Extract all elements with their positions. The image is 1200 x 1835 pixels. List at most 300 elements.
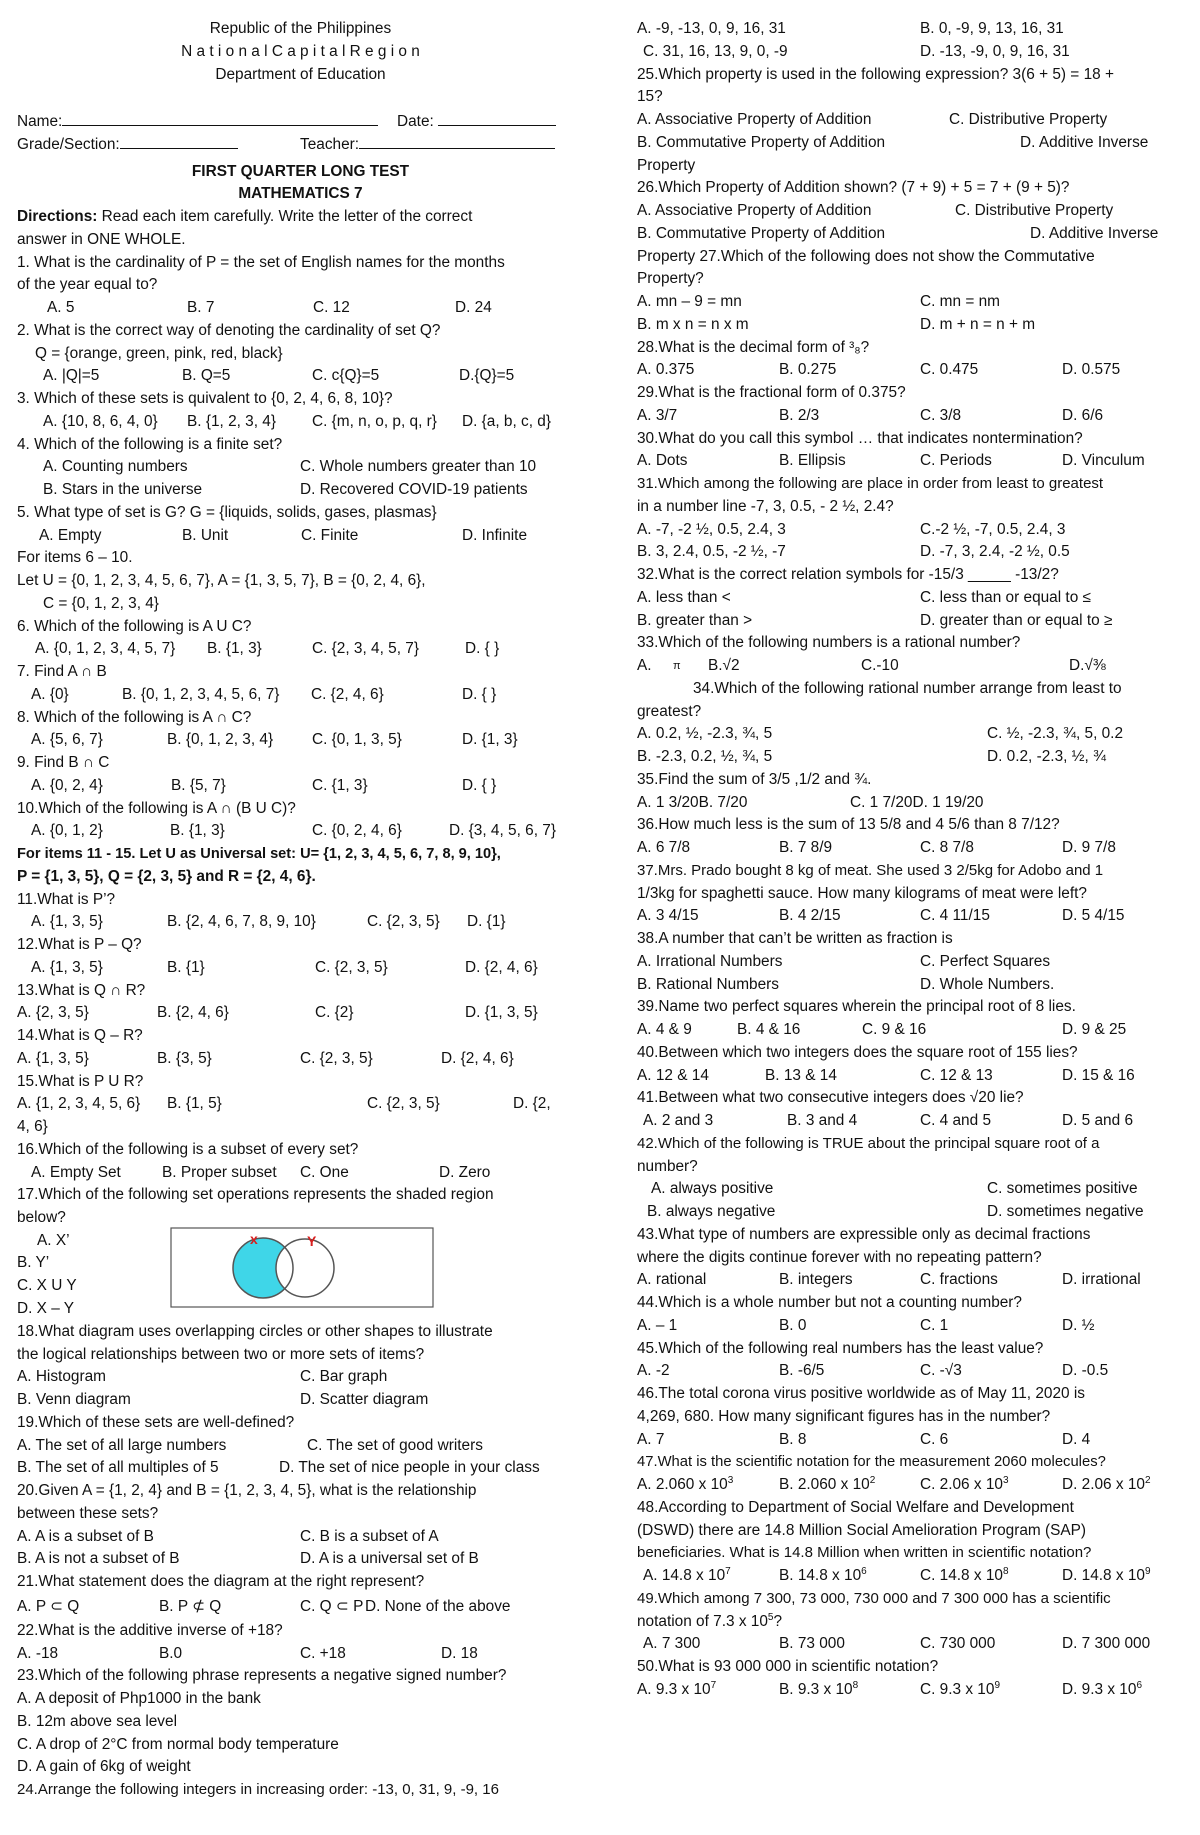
question-4 xyxy=(17,434,584,457)
q25-options-row1 xyxy=(637,109,1185,132)
venn-x-label: x xyxy=(250,1230,258,1247)
question-text: 36.How much less is the sum of 13 5/8 and 4 5/6 than 8 7/12? xyxy=(637,816,1060,834)
question-9 xyxy=(17,752,584,775)
option: C. {2, 3, 5} xyxy=(300,1049,373,1067)
question-19 xyxy=(17,1412,584,1435)
option: D. { } xyxy=(465,640,500,658)
section-text: P = {1, 3, 5}, Q = {2, 3, 5} and R = {2, 4, 6}. xyxy=(17,867,316,885)
option: C. A drop of 2°C from normal body temperature xyxy=(17,1735,339,1753)
question-text: 45.Which of the following real numbers has the least value? xyxy=(637,1339,1044,1357)
test-title xyxy=(17,161,584,184)
option: D. {2, xyxy=(513,1095,551,1113)
question-30 xyxy=(637,428,1185,451)
q4-options-row1 xyxy=(17,456,584,479)
option: C. mn = nm xyxy=(920,293,1000,310)
q37-options xyxy=(637,905,1185,928)
question-20 xyxy=(17,1480,584,1503)
question-text: 22.What is the additive inverse of +18? xyxy=(17,1621,283,1639)
exponent: 7 xyxy=(710,1679,717,1691)
directions xyxy=(17,206,584,229)
question-text: 6. Which of the following is A U C? xyxy=(17,617,252,635)
option: A. Associative Property of Addition xyxy=(637,202,872,219)
option: B. greater than > xyxy=(637,611,753,629)
teacher-blank[interactable] xyxy=(359,132,555,149)
question-39 xyxy=(637,996,1185,1019)
q15-options xyxy=(17,1093,584,1116)
option: C. {0, 2, 4, 6} xyxy=(312,822,402,840)
option: C. ½, -2.3, ¾, 5, 0.2 xyxy=(987,725,1124,743)
date-blank[interactable] xyxy=(438,109,556,126)
question-35 xyxy=(637,769,1185,792)
q31-options-row2 xyxy=(637,541,1185,564)
q11-options xyxy=(17,911,584,934)
option: C. Distributive Property xyxy=(949,111,1108,128)
question-34-cont xyxy=(637,701,1185,724)
q24-options-row2 xyxy=(637,41,1185,64)
option: A. -7, -2 ½, 0.5, 2.4, 3 xyxy=(637,520,786,538)
option-base: D. 2.06 x 10 xyxy=(1062,1476,1145,1493)
option xyxy=(637,1679,716,1702)
question-47 xyxy=(637,1451,1185,1474)
option-base: B. 9.3 x 10 xyxy=(779,1680,853,1698)
option: B. Rational Numbers xyxy=(637,975,779,993)
option: C. 1 7/20D. 1 19/20 xyxy=(850,793,984,811)
option: D. None of the above xyxy=(365,1597,511,1615)
option: A. 0.375 xyxy=(637,361,695,379)
option: D. 4 xyxy=(1062,1430,1091,1448)
option: B. Stars in the universe xyxy=(43,481,203,498)
question-text: 21.What statement does the diagram at the right represent? xyxy=(17,1573,425,1590)
option: D. sometimes negative xyxy=(987,1203,1144,1220)
option: C. c{Q}=5 xyxy=(312,367,380,385)
option: C. Finite xyxy=(301,526,359,544)
exponent: 2 xyxy=(1145,1474,1151,1486)
question-text: 43.What type of numbers are expressible only as decimal fractions xyxy=(637,1225,1091,1243)
q17-block xyxy=(17,1230,584,1321)
option: A. {0, 1, 2} xyxy=(31,822,103,840)
option-base: D. 9.3 x 10 xyxy=(1062,1680,1137,1698)
q19-options-row2 xyxy=(17,1457,584,1480)
question-25 xyxy=(637,64,1185,87)
question-text: 15? xyxy=(637,88,663,106)
option: A. always positive xyxy=(651,1180,774,1198)
question-43 xyxy=(637,1224,1185,1247)
option: D.√⅜ xyxy=(1069,657,1106,674)
q48-options xyxy=(637,1565,1185,1588)
option: B. {3, 5} xyxy=(157,1049,212,1067)
option-base: C. 9.3 x 10 xyxy=(920,1680,995,1698)
option: C. Whole numbers greater than 10 xyxy=(300,458,537,476)
option: B. {2, 4, 6} xyxy=(157,1004,229,1022)
question-40 xyxy=(637,1042,1185,1065)
question-text: greatest? xyxy=(637,702,702,720)
question-text: 42.Which of the following is TRUE about the principal square root of a xyxy=(637,1134,1100,1152)
question-text: 23.Which of the following phrase represents a negative signed number? xyxy=(17,1667,507,1685)
option: B. 7 xyxy=(187,299,215,316)
option: B. always negative xyxy=(647,1203,776,1220)
option: B. Y’ xyxy=(17,1253,50,1271)
option: A. less than < xyxy=(637,588,731,606)
option: D. The set of nice people in your class xyxy=(279,1459,540,1477)
date-field[interactable] xyxy=(397,109,556,134)
q45-options xyxy=(637,1360,1185,1383)
q8-options xyxy=(17,729,584,752)
option: B. The set of all multiples of 5 xyxy=(17,1459,219,1477)
question-text: 46.The total corona virus positive worldwide as of May 11, 2020 is xyxy=(637,1385,1085,1402)
q35-options xyxy=(637,792,1185,815)
question-23 xyxy=(17,1665,584,1688)
question-34 xyxy=(637,678,1185,701)
q20-options-row1 xyxy=(17,1526,584,1549)
q12-options xyxy=(17,957,584,980)
question-text: 41.Between what two consecutive integers does √20 lie? xyxy=(637,1089,1024,1107)
option: B. 4 & 16 xyxy=(737,1021,801,1038)
venn-y-label: Y xyxy=(307,1232,317,1249)
question-13 xyxy=(17,980,584,1003)
option: C. {2} xyxy=(315,1004,354,1022)
directions-line2 xyxy=(17,229,584,252)
subject-title xyxy=(17,183,584,206)
option: C. Q ⊂ P xyxy=(300,1597,364,1615)
question-31 xyxy=(637,473,1185,496)
question-42 xyxy=(637,1133,1185,1156)
option: A. {1, 3, 5} xyxy=(31,958,103,976)
question-27 xyxy=(637,246,1185,269)
option: C. fractions xyxy=(920,1271,998,1289)
question-text: 12.What is P – Q? xyxy=(17,936,142,953)
option: A. 7 300 xyxy=(643,1635,701,1653)
question-text: 10.Which of the following is A ∩ (B U C)? xyxy=(17,799,296,817)
question-text: Property? xyxy=(637,270,704,288)
option: D. {1, 3} xyxy=(462,731,518,749)
question-text: 18.What diagram uses overlapping circles or other shapes to illustrate xyxy=(17,1322,493,1340)
question-1-cont xyxy=(17,274,584,297)
q27-options-row2 xyxy=(637,314,1185,337)
q22-options xyxy=(17,1643,584,1666)
option: A. 2 and 3 xyxy=(643,1112,714,1129)
option: D. greater than or equal to ≥ xyxy=(920,611,1113,629)
option: C. 9 & 16 xyxy=(862,1021,927,1038)
q5-options xyxy=(17,525,584,548)
question-16 xyxy=(17,1139,584,1162)
exponent: 2 xyxy=(869,1474,876,1486)
option: A. Empty xyxy=(39,526,102,544)
option-base: C. 14.8 x 10 xyxy=(920,1567,1003,1584)
question-36 xyxy=(637,814,1185,837)
exponent: 3 xyxy=(1003,1474,1009,1486)
left-column xyxy=(17,18,584,1802)
region-text: N a t i o n a l C a p i t a l R e g i o n xyxy=(181,42,420,60)
question-text: 40.Between which two integers does the square root of 155 lies? xyxy=(637,1043,1078,1061)
question-text-base: notation of 7.3 x 10 xyxy=(637,1612,768,1630)
items-11-15-heading-cont xyxy=(17,866,584,889)
q38-options-row1 xyxy=(637,951,1185,974)
q23-option-c xyxy=(17,1734,584,1757)
option: D. -0.5 xyxy=(1062,1362,1109,1380)
option-base: A. 2.060 x 10 xyxy=(637,1476,728,1493)
question-text: 14.What is Q – R? xyxy=(17,1027,143,1044)
option: A. {1, 3, 5} xyxy=(17,1049,89,1067)
option: B. -2.3, 0.2, ½, ¾, 5 xyxy=(637,748,773,765)
question-text: 37.Mrs. Prado bought 8 kg of meat. She used 3 2/5kg for Adobo and 1 xyxy=(637,861,1104,879)
right-column xyxy=(637,18,1185,1702)
option: B.0 xyxy=(159,1644,183,1662)
q42-options-row2 xyxy=(637,1201,1185,1224)
option xyxy=(920,1565,1009,1588)
option-base: B. 14.8 x 10 xyxy=(779,1567,862,1584)
option: C. Distributive Property xyxy=(955,202,1114,219)
question-33 xyxy=(637,632,1185,655)
exponent: 9 xyxy=(1145,1565,1151,1577)
option: C.-2 ½, -7, 0.5, 2.4, 3 xyxy=(920,520,1066,538)
question-12 xyxy=(17,934,584,957)
question-text: 25.Which property is used in the following expression? 3(6 + 5) = 18 + xyxy=(637,65,1114,83)
option: B. 0 xyxy=(779,1316,807,1334)
question-text: 44.Which is a whole number but not a counting number? xyxy=(637,1294,1022,1311)
question-text: 50.What is 93 000 000 in scientific notation? xyxy=(637,1658,939,1675)
option: B.√2 xyxy=(708,657,740,674)
q47-options xyxy=(637,1474,1185,1497)
name-field[interactable] xyxy=(17,109,378,134)
option: D. Infinite xyxy=(462,526,528,544)
option: C. Perfect Squares xyxy=(920,952,1051,970)
question-text: where the digits continue forever with no repeating pattern? xyxy=(637,1248,1042,1266)
question-text: 9. Find B ∩ C xyxy=(17,754,110,771)
question-3 xyxy=(17,388,584,411)
option: C. sometimes positive xyxy=(987,1180,1138,1198)
option: D. { } xyxy=(462,776,497,794)
option: B. Ellipsis xyxy=(779,452,846,470)
option: C. 12 & 13 xyxy=(920,1066,993,1084)
question-text: beneficiaries. What is 14.8 Million when written in scientific notation? xyxy=(637,1544,1092,1562)
question-text: 33.Which of the following numbers is a rational number? xyxy=(637,634,1021,652)
question-50 xyxy=(637,1656,1185,1679)
section-text: For items 11 - 15. Let U as Universal set: U= {1, 2, 3, 4, 5, 6, 7, 8, 9, 10}, xyxy=(17,846,501,862)
exponent: 5 xyxy=(767,1611,774,1623)
name-date-row xyxy=(17,109,584,132)
q38-options-row2 xyxy=(637,974,1185,997)
option: B. {5, 7} xyxy=(171,776,226,794)
option: C. 4 11/15 xyxy=(920,907,990,925)
q9-options xyxy=(17,775,584,798)
exponent: 6 xyxy=(1136,1679,1142,1691)
option: B. 2/3 xyxy=(779,406,820,424)
option: D. 5 and 6 xyxy=(1062,1112,1134,1129)
option: D. 24 xyxy=(455,299,492,316)
option: D. {2, 4, 6} xyxy=(465,958,538,976)
q10-options xyxy=(17,820,584,843)
option: D. X – Y xyxy=(17,1299,75,1317)
q17-option-b xyxy=(17,1252,77,1275)
q16-options xyxy=(17,1162,584,1185)
option: A. Dots xyxy=(637,452,688,470)
option: D. 6/6 xyxy=(1062,406,1104,424)
option xyxy=(643,1565,731,1588)
option: A. {2, 3, 5} xyxy=(17,1004,89,1022)
option: B. {1, 3} xyxy=(207,640,262,658)
option: B. {1} xyxy=(167,958,205,976)
q17-option-a xyxy=(37,1230,97,1253)
option: B. 4 2/15 xyxy=(779,907,841,925)
grade-teacher-row xyxy=(17,132,584,155)
option: D. Zero xyxy=(439,1163,491,1181)
option: A. X’ xyxy=(37,1231,70,1249)
option: C. less than or equal to ≤ xyxy=(920,588,1091,606)
option: A. {0, 2, 4} xyxy=(31,776,103,794)
option: A. 4 & 9 xyxy=(637,1021,692,1038)
question-text: 4. Which of the following is a finite set? xyxy=(17,435,283,453)
option: D. {2, 4, 6} xyxy=(441,1049,514,1067)
option: C. {2, 4, 6} xyxy=(311,685,384,703)
question-text: below? xyxy=(17,1209,66,1226)
option: A. {0} xyxy=(31,685,69,703)
q32-options-row1 xyxy=(637,587,1185,610)
exponent: 8 xyxy=(1003,1565,1009,1577)
q25-options-row2 xyxy=(637,132,1185,155)
grade-label: Grade/Section: xyxy=(17,135,120,153)
question-42-cont xyxy=(637,1156,1185,1179)
option-base: A. 9.3 x 10 xyxy=(637,1680,711,1698)
option xyxy=(637,1474,733,1497)
option xyxy=(1062,1679,1142,1702)
option: A. 3/7 xyxy=(637,406,678,424)
universe-line2 xyxy=(17,593,584,616)
exponent: 3 xyxy=(727,1474,734,1486)
items-11-15-heading xyxy=(17,843,584,866)
option: D. 9 & 25 xyxy=(1062,1021,1127,1038)
spacer xyxy=(17,86,584,109)
question-11 xyxy=(17,889,584,912)
option: A. 5 xyxy=(47,299,75,316)
question-text: 26.Which Property of Addition shown? (7 + 9) + 5 = 7 + (9 + 5)? xyxy=(637,179,1070,197)
option: B. {1, 2, 3, 4} xyxy=(187,412,276,430)
option: A. {1, 3, 5} xyxy=(31,913,103,931)
option: C. 1 xyxy=(920,1316,949,1334)
option: D. irrational xyxy=(1062,1271,1141,1289)
option: A. {10, 8, 6, 4, 0} xyxy=(43,412,158,430)
option: D. 9 7/8 xyxy=(1062,839,1116,856)
option: C.-10 xyxy=(861,657,899,674)
question-text: between these sets? xyxy=(17,1504,159,1522)
option: A. xyxy=(637,657,652,674)
option-base: B. 2.060 x 10 xyxy=(779,1476,870,1493)
q42-options-row1 xyxy=(637,1178,1185,1201)
option: A. Irrational Numbers xyxy=(637,952,783,970)
q17-option-c xyxy=(17,1275,97,1298)
question-18 xyxy=(17,1321,584,1344)
question-5 xyxy=(17,502,584,525)
q23-option-a xyxy=(17,1688,584,1711)
question-20-cont xyxy=(17,1503,584,1526)
question-6 xyxy=(17,616,584,639)
question-24 xyxy=(17,1779,584,1802)
exponent: 7 xyxy=(725,1565,731,1577)
option: B. 3, 2.4, 0.5, -2 ½, -7 xyxy=(637,543,786,561)
grade-blank[interactable] xyxy=(120,132,238,149)
section-text: Let U = {0, 1, 2, 3, 4, 5, 6, 7}, A = {1, 3, 5, 7}, B = {0, 2, 4, 6}, xyxy=(17,572,426,589)
question-45 xyxy=(637,1338,1185,1361)
option: A. P ⊂ Q xyxy=(17,1597,80,1615)
question-text: 34.Which of the following rational number arrange from least to xyxy=(693,679,1122,697)
section-text: C = {0, 1, 2, 3, 4} xyxy=(43,594,159,612)
option: D. m + n = n + m xyxy=(920,315,1036,333)
question-text: 20.Given A = {1, 2, 4} and B = {1, 2, 3, 4, 5}, what is the relationship xyxy=(17,1482,477,1499)
question-text: 39.Name two perfect squares wherein the principal root of 8 lies. xyxy=(637,998,1076,1016)
option: D. Vinculum xyxy=(1062,452,1145,470)
option: C. +18 xyxy=(300,1644,346,1662)
option: C. 31, 16, 13, 9, 0, -9 xyxy=(643,42,788,60)
option: A. A deposit of Php1000 in the bank xyxy=(17,1690,261,1707)
question-48-cont2 xyxy=(637,1542,1185,1565)
directions-text: Read each item carefully. Write the letter of the correct xyxy=(97,208,473,225)
question-49 xyxy=(637,1588,1185,1611)
question-text: 4,269, 680. How many significant figures has in the number? xyxy=(637,1407,1051,1425)
question-text: 3. Which of these sets is quivalent to {0, 2, 4, 6, 8, 10}? xyxy=(17,390,393,407)
option: B. {1, 5} xyxy=(167,1095,222,1113)
q20-options-row2 xyxy=(17,1548,584,1571)
option: D. -13, -9, 0, 9, 16, 31 xyxy=(920,42,1070,60)
option: D.{Q}=5 xyxy=(459,367,515,385)
q34-options-row1 xyxy=(637,723,1185,746)
question-49-cont xyxy=(637,1611,1185,1634)
question-text: in a number line -7, 3, 0.5, - 2 ½, 2.4? xyxy=(637,497,894,515)
question-32 xyxy=(637,564,1185,587)
question-21 xyxy=(17,1571,584,1594)
option: B. Proper subset xyxy=(162,1163,277,1181)
question-text: Property 27.Which of the following does not show the Commutative xyxy=(637,247,1095,265)
q7-options xyxy=(17,684,584,707)
grade-field[interactable] xyxy=(17,132,238,157)
question-text: number? xyxy=(637,1157,698,1175)
question-text: 11.What is P’? xyxy=(17,890,116,908)
q23-option-d xyxy=(17,1756,584,1779)
test-title-text: FIRST QUARTER LONG TEST xyxy=(191,162,410,180)
question-15 xyxy=(17,1071,584,1094)
option: B. P ⊄ Q xyxy=(159,1597,222,1615)
q2-options xyxy=(17,365,584,388)
option: D. {a, b, c, d} xyxy=(462,412,551,430)
option: D. A is a universal set of B xyxy=(300,1550,479,1568)
name-blank[interactable] xyxy=(62,109,378,126)
question-text: 24.Arrange the following integers in increasing order: -13, 0, 31, 9, -9, 16 xyxy=(17,1781,499,1798)
option: C. {2, 3, 5} xyxy=(315,958,388,976)
question-text: (DSWD) there are 14.8 Million Social Amelioration Program (SAP) xyxy=(637,1521,1087,1539)
question-text: 1/3kg for spaghetti sauce. How many kilograms of meat were left? xyxy=(637,884,1087,902)
option: B. 0.275 xyxy=(779,361,837,379)
q17-option-d xyxy=(17,1298,97,1321)
q43-options xyxy=(637,1269,1185,1292)
republic-heading xyxy=(17,18,584,41)
option: B. Commutative Property of Addition xyxy=(637,224,886,242)
option: C. 8 7/8 xyxy=(920,839,974,856)
option xyxy=(1062,1474,1151,1497)
universe-line1 xyxy=(17,570,584,593)
option: C. One xyxy=(300,1163,349,1181)
question-text: the logical relationships between two or more sets of items? xyxy=(17,1345,425,1363)
option: C. 0.475 xyxy=(920,361,979,379)
option: C. Periods xyxy=(920,452,992,470)
question-46-cont xyxy=(637,1406,1185,1429)
teacher-field[interactable] xyxy=(300,132,555,157)
option xyxy=(779,1679,858,1702)
option: D. {1, 3, 5} xyxy=(465,1004,538,1022)
question-text: 17.Which of the following set operations represents the shaded region xyxy=(17,1186,494,1204)
option: A. mn – 9 = mn xyxy=(637,293,742,310)
option: C. {m, n, o, p, q, r} xyxy=(312,412,437,430)
question-38 xyxy=(637,928,1185,951)
q40-options xyxy=(637,1065,1185,1088)
option xyxy=(779,1474,875,1497)
